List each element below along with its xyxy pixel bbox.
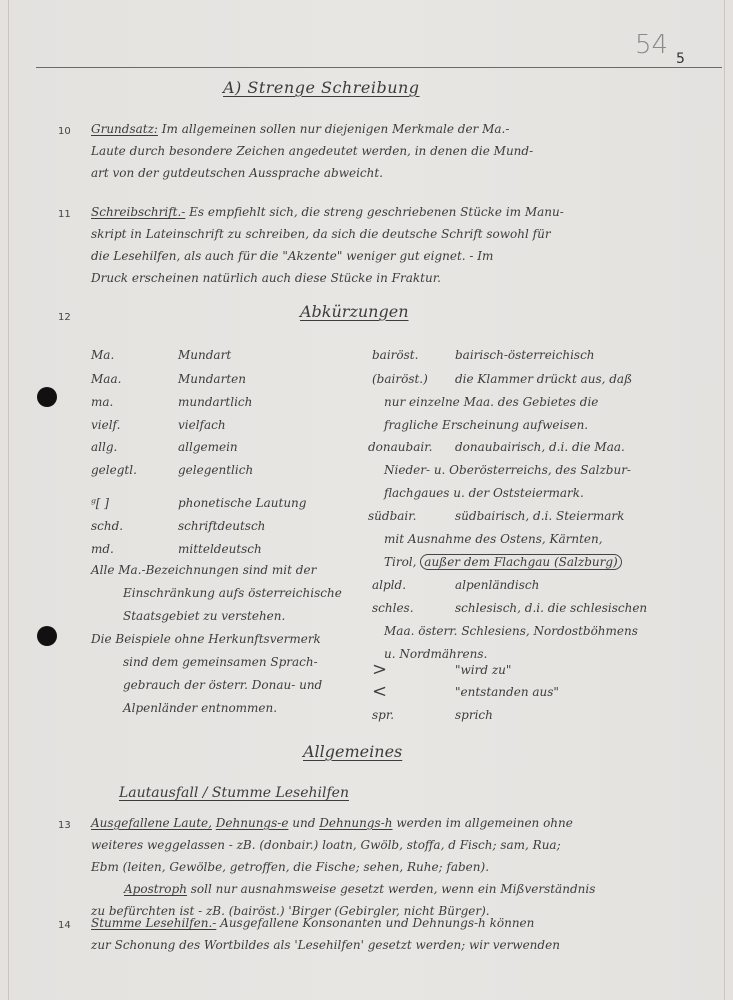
abbr-right-5: donaubair. (368, 440, 433, 454)
page-number: 5 (676, 51, 685, 67)
abbreviations-heading: Abkürzungen (300, 302, 409, 321)
left-note-1-line-2: Einschränkung aufs österreichische (123, 586, 342, 600)
abbr-right-15: > (372, 659, 388, 680)
abbr-right-1-value: bairisch-österreichisch (455, 348, 595, 362)
page-edge-left (8, 0, 9, 1000)
section-13-mid: und (292, 816, 316, 830)
abbr-right-17: spr. (372, 708, 395, 722)
section-14-term: Stumme Lesehilfen.- (91, 916, 217, 930)
abbr-right-15-value: "wird zu" (455, 663, 512, 677)
abbr-right-1: bairöst. (372, 348, 419, 362)
left-note-2-line-2: sind dem gemeinsamen Sprach- (123, 655, 318, 669)
section-13-line-5: zu befürchten ist - zB. (bairöst.) 'Birger (Gebirgler, nicht Bürger). (91, 904, 490, 918)
section-14-text (91, 912, 651, 956)
abbr-right-2: (bairöst.) (372, 372, 428, 386)
section-13-text (91, 812, 651, 922)
abbr-right-16-value: "entstanden aus" (455, 685, 559, 699)
circled-annotation: außer dem Flachgau (Salzburg) (420, 554, 621, 570)
section-11-line-1: Es empfiehlt sich, die streng geschriebenen Stücke im Manu- (189, 205, 564, 219)
left-note-2-line-1: Die Beispiele ohne Herkunftsvermerk (91, 632, 321, 646)
abbr-left-7: ᵍ[ ] (91, 496, 109, 510)
page-edge-right (724, 0, 725, 1000)
abbr-left-3: ma. (91, 395, 114, 409)
section-14-line-2: zur Schonung des Wortbildes als 'Lesehilfen' gesetzt werden; wir verwenden (91, 938, 560, 952)
abbr-right-12-value: schlesisch, d.i. die schlesischen (455, 601, 648, 615)
section-number-13: 13 (58, 820, 71, 831)
pencil-page-number: 54 (635, 30, 669, 60)
abbr-left-4: vielf. (91, 418, 121, 432)
section-11-line-3: die Lesehilfen, als auch für die "Akzente" weniger gut eignet. - Im (91, 249, 494, 263)
abbr-left-1-value: Mundart (178, 348, 232, 362)
section-11-text (91, 201, 651, 289)
abbr-right-13-value: Maa. österr. Schlesiens, Nordostböhmens (384, 624, 638, 638)
abbr-right-5-value: donaubairisch, d.i. die Maa. (455, 440, 625, 454)
abbr-left-1 (91, 348, 114, 362)
abbr-left-8: schd. (91, 519, 124, 533)
abbr-right-2-value: die Klammer drückt aus, daß (455, 372, 633, 386)
abbr-key: Ma. (91, 348, 115, 362)
abbr-right-7-value: flachgaues u. der Oststeiermark. (384, 486, 584, 500)
abbr-right-11-value: alpenländisch (455, 578, 540, 592)
section-11-term: Schreibschrift.- (91, 205, 186, 219)
abbr-left-4-value: vielfach (178, 418, 226, 432)
abbr-right-17-value: sprich (455, 708, 493, 722)
left-note-1-line-3: Staatsgebiet zu verstehen. (123, 609, 286, 623)
section-10-text (91, 118, 651, 184)
section-number-10: 10 (58, 126, 71, 137)
punch-hole-top (37, 387, 57, 407)
abbr-right-11: alpld. (372, 578, 407, 592)
left-note-1-line-1: Alle Ma.-Bezeichnungen sind mit der (91, 563, 317, 577)
section-14-line-1: Ausgefallene Konsonanten und Dehnungs-h können (220, 916, 535, 930)
abbr-right-6-value: Nieder- u. Oberösterreichs, des Salzbur- (384, 463, 631, 477)
abbr-right-4-value: fragliche Erscheinung aufweisen. (384, 418, 589, 432)
section-10-line-1: Im allgemeinen sollen nur diejenigen Merkmale der Ma.- (161, 122, 510, 136)
abbr-left-9: md. (91, 542, 114, 556)
section-13-line-4: soll nur ausnahmsweise gesetzt werden, wenn ein Mißverständnis (190, 882, 596, 896)
abbr-left-7-value: phonetische Lautung (178, 496, 307, 510)
abbr-left-9-value: mitteldeutsch (178, 542, 262, 556)
abbr-right-10-text: Tirol, (384, 555, 417, 569)
section-11-line-4: Druck erscheinen natürlich auch diese Stücke in Fraktur. (91, 271, 441, 285)
abbr-left-2: Maa. (91, 372, 122, 386)
abbr-left-6-value: gelegentlich (178, 463, 254, 477)
abbr-left-3-value: mundartlich (178, 395, 253, 409)
section-number-14: 14 (58, 920, 71, 931)
punch-hole-bottom (37, 626, 57, 646)
section-13-term-2: Dehnungs-e (215, 816, 289, 830)
section-13-term-4: Apostroph (124, 882, 187, 896)
section-13-term-3: Dehnungs-h (319, 816, 393, 830)
abbr-left-6: gelegtl. (91, 463, 137, 477)
section-13-term-1: Ausgefallene Laute, (91, 816, 212, 830)
section-13-line-3: Ebm (leiten, Gewölbe, getroffen, die Fische; sehen, Ruhe; faben). (91, 860, 490, 874)
left-note-2-line-4: Alpenländer entnommen. (123, 701, 278, 715)
section-number-11: 11 (58, 209, 71, 220)
page-title: A) Strenge Schreibung (223, 78, 420, 97)
abbr-right-16: < (372, 681, 388, 702)
section-13-line-1: werden im allgemeinen ohne (396, 816, 573, 830)
abbr-right-8-value: südbairisch, d.i. Steiermark (455, 509, 625, 523)
abbr-right-14-value: u. Nordmährens. (384, 647, 488, 661)
left-note-2-line-3: gebrauch der österr. Donau- und (123, 678, 323, 692)
abbr-left-8-value: schriftdeutsch (178, 519, 266, 533)
abbr-left-5-value: allgemein (178, 440, 238, 454)
section-11-line-2: skript in Lateinschrift zu schreiben, da sich die deutsche Schrift sowohl für (91, 227, 551, 241)
section-10-term: Grundsatz: (91, 122, 158, 136)
sub-heading: Lautausfall / Stumme Lesehilfen (119, 785, 349, 801)
section-10-line-2: Laute durch besondere Zeichen angedeutet werden, in denen die Mund- (91, 144, 534, 158)
abbr-right-10-value (384, 555, 622, 569)
abbr-left-2-value: Mundarten (178, 372, 246, 386)
header-rule (36, 67, 722, 68)
section-13-line-2: weiteres weggelassen - zB. (donbair.) loatn, Gwölb, stoffa, d Fisch; sam, Rua; (91, 838, 561, 852)
section-number-12: 12 (58, 312, 71, 323)
abbr-right-12: schles. (372, 601, 414, 615)
abbr-right-3-value: nur einzelne Maa. des Gebietes die (384, 395, 599, 409)
abbr-right-8: südbair. (368, 509, 417, 523)
abbr-right-9-value: mit Ausnahme des Ostens, Kärnten, (384, 532, 603, 546)
abbr-left-5: allg. (91, 440, 118, 454)
general-heading: Allgemeines (303, 742, 403, 761)
section-10-line-3: art von der gutdeutschen Aussprache abweicht. (91, 166, 384, 180)
